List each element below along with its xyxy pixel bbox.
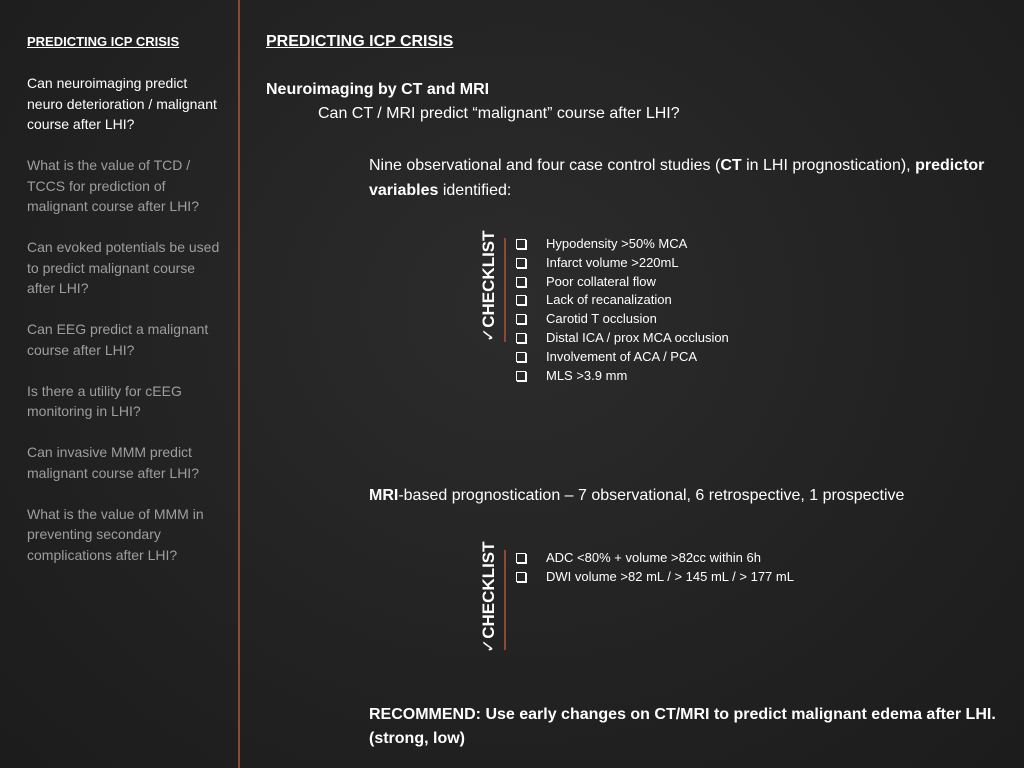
list-item <box>514 549 808 568</box>
checkbox-icon <box>516 277 526 287</box>
sidebar-item-neuroimaging: Can neuroimaging predict neuro deterioration / malignant course after LHI? <box>27 75 217 132</box>
list-item <box>514 568 808 587</box>
mri-prognostication-text <box>369 487 1009 505</box>
recommendation: RECOMMEND: Use early changes on CT/MRI to predict malignant edema after LHI. (strong, low) <box>369 706 996 747</box>
list-item-text: Carotid T occlusion <box>546 311 657 327</box>
list-item-text: Involvement of ACA / PCA <box>546 348 698 364</box>
ct-text-part-3: identified: <box>438 182 512 199</box>
list-item <box>514 254 729 273</box>
list-item-text: Hypodensity >50% MCA <box>546 236 688 251</box>
ct-checklist <box>514 235 729 385</box>
ct-checklist-divider <box>504 238 506 342</box>
list-item <box>514 235 729 254</box>
list-item <box>514 367 729 386</box>
mri-text-rest: -based prognostication – 7 observational, 6 retrospective, 1 prospective <box>398 487 905 504</box>
checkbox-icon <box>516 371 526 381</box>
list-item-text: Infarct volume >220mL <box>546 254 679 270</box>
checkbox-icon <box>516 295 526 305</box>
list-item-text: DWI volume >82 mL / > 145 mL / > 177 mL <box>546 568 794 584</box>
list-item-text: ADC <80% + volume >82cc within 6h <box>546 550 761 565</box>
ct-text-bold-predictors: predictor variables <box>369 157 985 199</box>
section-question: Can CT / MRI predict “malignant” course after LHI? <box>318 105 680 122</box>
list-item <box>514 329 729 348</box>
mri-checklist-label-text: ✓CHECKLIST <box>479 541 498 653</box>
checkbox-icon <box>516 314 526 324</box>
list-item-text: Lack of recanalization <box>546 292 672 308</box>
checkbox-icon <box>516 333 526 343</box>
ct-studies-text <box>369 153 1009 203</box>
sidebar-divider <box>238 0 240 768</box>
ct-text-part-1: Nine observational and four case control studies ( <box>369 157 721 174</box>
list-item <box>514 291 729 310</box>
sidebar-item-ceeg: Is there a utility for cEEG monitoring in LHI? <box>27 382 182 419</box>
sidebar-item-eeg: Can EEG predict a malignant course after LHI? <box>27 321 209 358</box>
page-title: PREDICTING ICP CRISIS <box>266 33 454 50</box>
sidebar-item-mmm-value: What is the value of MMM in preventing secondary complications after LHI? <box>27 505 204 563</box>
checkbox-icon <box>516 239 526 249</box>
section-heading: Neuroimaging by CT and MRI <box>266 81 490 98</box>
checkbox-icon <box>516 553 526 563</box>
sidebar <box>0 0 238 768</box>
sidebar-item-invasive-mmm: Can invasive MMM predict malignant course after LHI? <box>27 444 199 481</box>
ct-checklist-label-text: ✓CHECKLIST <box>479 230 498 342</box>
checkbox-icon <box>516 258 526 268</box>
checkbox-icon <box>516 572 526 582</box>
sidebar-item-tcd: What is the value of TCD / TCCS for prediction of malignant course after LHI? <box>27 157 199 214</box>
list-item-text: Poor collateral flow <box>546 273 656 289</box>
sidebar-item-evoked-potentials: Can evoked potentials be used to predict malignant course after LHI? <box>27 239 220 296</box>
sidebar-question-list <box>27 73 222 586</box>
sidebar-title: PREDICTING ICP CRISIS <box>27 34 180 49</box>
list-item <box>514 348 729 367</box>
mri-checklist-divider <box>504 550 506 650</box>
list-item <box>514 310 729 329</box>
mri-text-bold: MRI <box>369 487 399 504</box>
list-item-text: MLS >3.9 mm <box>546 367 628 383</box>
list-item <box>514 273 729 292</box>
ct-text-part-2: in LHI prognostication), <box>741 157 916 174</box>
checkbox-icon <box>516 352 526 362</box>
list-item-text: Distal ICA / prox MCA occlusion <box>546 329 729 345</box>
mri-checklist <box>514 549 808 587</box>
ct-text-bold-ct: CT <box>720 157 742 174</box>
